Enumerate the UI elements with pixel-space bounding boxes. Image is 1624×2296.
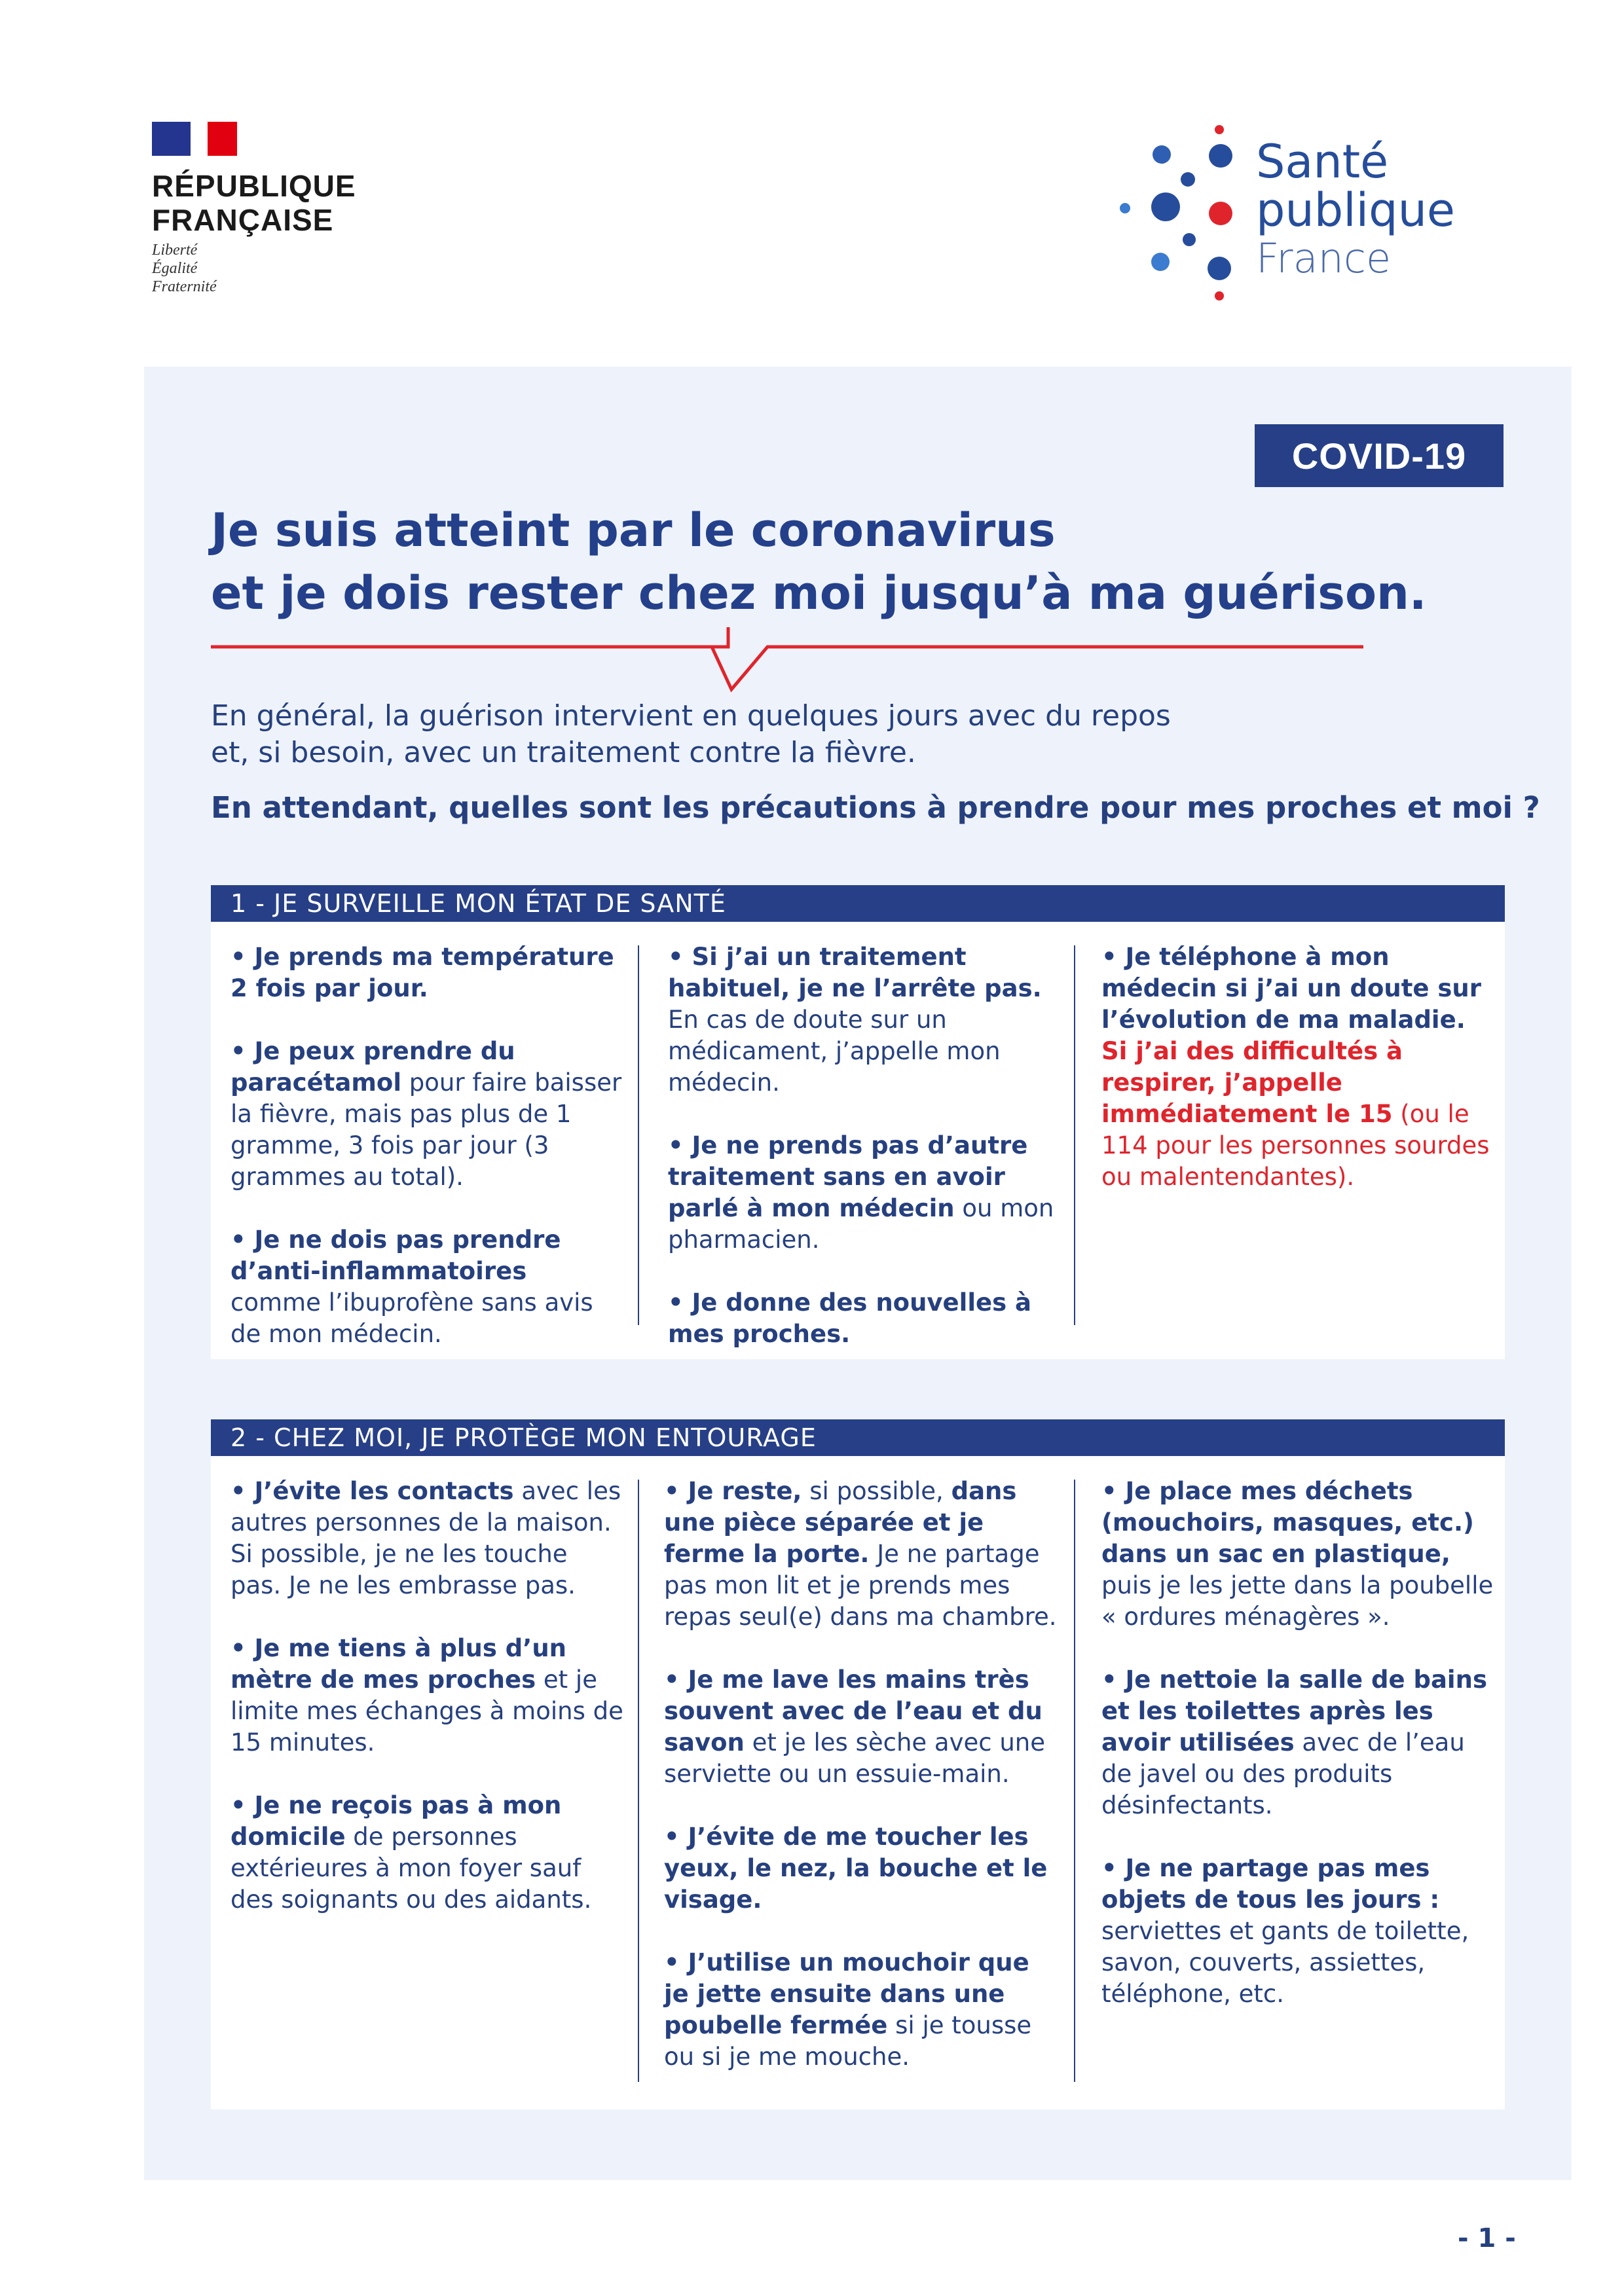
- bullet-item: • Je reste, si possible, dans une pièce séparée et je ferme la porte. Je ne partage pas mon lit et je prends mes repas seul(e) dans ma chambre.: [664, 1477, 1057, 1631]
- spf-line-1: Santé: [1256, 135, 1389, 189]
- intro-question: En attendant, quelles sont les précautions à prendre pour mes proches et moi ?: [211, 790, 1540, 825]
- bullet-item: • Je ne prends pas d’autre traitement sans en avoir parlé à mon médecin ou mon pharmacien.: [668, 1131, 1054, 1254]
- intro-text: En général, la guérison intervient en quelques jours avec du repos et, si besoin, avec un traitement contre la fièvre.: [211, 699, 1171, 769]
- title-line-2: et je dois rester chez moi jusqu’à ma guérison.: [211, 566, 1427, 620]
- section-1-col-3: [1101, 941, 1494, 1224]
- republique-francaise-logo: [152, 122, 401, 296]
- section-2-card: [211, 1456, 1505, 2109]
- spf-dots-icon: [1113, 117, 1257, 306]
- spf-line-3: France: [1256, 234, 1392, 282]
- section-1-card: [211, 922, 1505, 1359]
- bullet-item: • Je ne reçois pas à mon domicile de personnes extérieures à mon foyer sauf des soignants ou des aidants.: [231, 1791, 592, 1914]
- bullet-item: • Je place mes déchets (mouchoirs, masques, etc.) dans un sac en plastique, puis je les jette dans la poubelle « ordures ménagères ».: [1101, 1477, 1494, 1631]
- bullet-item: • Je prends ma température 2 fois par jour.: [231, 943, 614, 1002]
- bullet-item: • Si j’ai un traitement habituel, je ne l’arrête pas. En cas de doute sur un médicament, j’appelle mon médecin.: [668, 943, 1042, 1097]
- sante-publique-france-logo: [1113, 117, 1480, 306]
- bullet-item: • Je ne partage pas mes objets de tous les jours : serviettes et gants de toilette, savon, couverts, assiettes, téléphone, etc.: [1101, 1854, 1469, 2008]
- bullet-item: • Je peux prendre du paracétamol pour faire baisser la fièvre, mais pas plus de 1 gramme, 3 fois par jour (3 grammes au total).: [231, 1037, 622, 1191]
- bullet-item: • Je me lave les mains très souvent avec de l’eau et du savon et je les sèche avec une serviette ou un essuie-main.: [664, 1666, 1046, 1788]
- republique-motto: Liberté Égalité Fraternité: [152, 242, 217, 295]
- column-divider: [1074, 945, 1075, 1325]
- column-divider: [638, 945, 639, 1325]
- section-2-col-3: [1101, 1476, 1494, 2041]
- republique-name: RÉPUBLIQUE FRANÇAISE: [152, 169, 356, 237]
- section-1-header: 1 - JE SURVEILLE MON ÉTAT DE SANTÉ: [211, 885, 1505, 922]
- section-2-col-1: [231, 1476, 623, 1947]
- speech-underline-icon: [211, 627, 1363, 699]
- marianne-flag-icon: [152, 122, 237, 156]
- section-1-col-2: [668, 941, 1061, 1381]
- bullet-item: • Je donne des nouvelles à mes proches.: [668, 1288, 1031, 1348]
- covid-badge: COVID-19: [1255, 424, 1504, 487]
- title-line-1: Je suis atteint par le coronavirus: [211, 503, 1056, 557]
- section-2-col-2: [664, 1476, 1057, 2104]
- section-2-header: 2 - CHEZ MOI, JE PROTÈGE MON ENTOURAGE: [211, 1419, 1505, 1456]
- column-divider: [1074, 1480, 1075, 2082]
- spf-line-2: publique: [1256, 183, 1455, 237]
- bullet-item: • Je nettoie la salle de bains et les toilettes après les avoir utilisées avec de l’eau de javel ou des produits désinfectants.: [1101, 1666, 1487, 1819]
- page-number: - 1 -: [1458, 2223, 1516, 2253]
- section-1-col-1: [231, 941, 623, 1381]
- column-divider: [638, 1480, 639, 2082]
- bullet-item: • J’utilise un mouchoir que je jette ensuite dans une poubelle fermée si je tousse ou si je me mouche.: [664, 1948, 1032, 2071]
- bullet-item: • J’évite les contacts avec les autres personnes de la maison. Si possible, je ne les touche pas. Je ne les embrasse pas.: [231, 1477, 621, 1599]
- bullet-item: • J’évite de me toucher les yeux, le nez, la bouche et le visage.: [664, 1823, 1048, 1914]
- bullet-item: • Je ne dois pas prendre d’anti-inflammatoires comme l’ibuprofène sans avis de mon médecin.: [231, 1226, 593, 1348]
- bullet-item: • Je me tiens à plus d’un mètre de mes proches et je limite mes échanges à moins de 15 minutes.: [231, 1634, 623, 1757]
- page-title: [211, 499, 1455, 625]
- bullet-item: • Je téléphone à mon médecin si j’ai un doute sur l’évolution de ma maladie. Si j’ai des difficultés à respirer, j’appelle immédiatement le 15 (ou le 114 pour les personnes sourdes ou malentendantes).: [1101, 943, 1490, 1191]
